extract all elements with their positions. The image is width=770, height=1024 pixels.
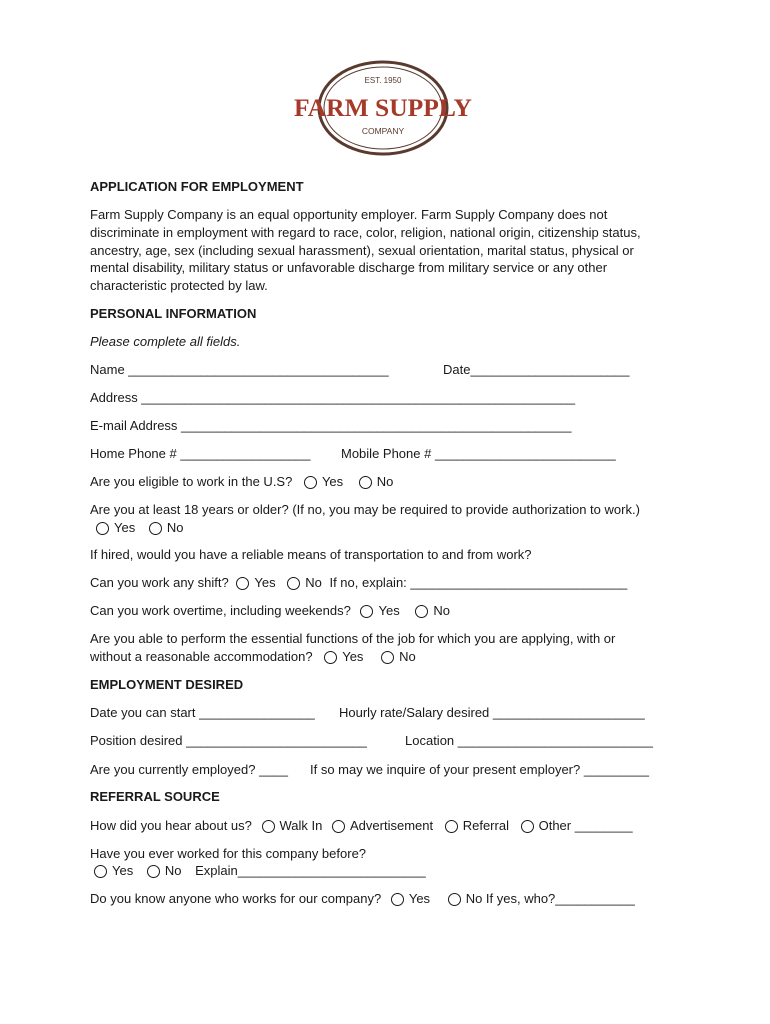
know-yes[interactable]: Yes xyxy=(391,890,430,907)
home-phone-field[interactable]: Home Phone # __________________ xyxy=(90,446,311,461)
intro-line-3: ancestry, age, sex (including sexual harassment), sexual orientation, marital status, physical or xyxy=(90,243,634,258)
hear-row xyxy=(90,817,633,834)
shift-question: Can you work any shift? xyxy=(90,575,229,590)
overtime-no[interactable]: No xyxy=(415,602,450,619)
radio-icon[interactable] xyxy=(147,865,160,878)
overtime-yes[interactable]: Yes xyxy=(360,602,399,619)
page-title: APPLICATION FOR EMPLOYMENT xyxy=(90,179,304,194)
worked-yes[interactable]: Yes xyxy=(94,862,133,879)
essential-question-line-1: Are you able to perform the essential functions of the job for which you are applying, with or xyxy=(90,631,616,646)
radio-icon[interactable] xyxy=(262,820,275,833)
radio-icon[interactable] xyxy=(391,893,404,906)
radio-icon[interactable] xyxy=(304,476,317,489)
essential-question-line-2: without a reasonable accommodation? xyxy=(90,649,313,664)
radio-icon[interactable] xyxy=(287,577,300,590)
radio-icon[interactable] xyxy=(415,605,428,618)
referral-heading: REFERRAL SOURCE xyxy=(90,789,220,804)
employment-heading: EMPLOYMENT DESIRED xyxy=(90,677,244,692)
hear-walk-in[interactable]: Walk In xyxy=(262,817,323,834)
worked-options xyxy=(94,862,426,879)
email-field[interactable]: E-mail Address ______________________________________________________ xyxy=(90,418,572,433)
shift-yes[interactable]: Yes xyxy=(236,574,275,591)
age-yes[interactable]: Yes xyxy=(96,519,135,536)
logo-brand: FARM SUPPLY xyxy=(294,95,472,122)
know-question: Do you know anyone who works for our company? xyxy=(90,891,382,906)
overtime-question: Can you work overtime, including weekends? xyxy=(90,603,351,618)
essential-no[interactable]: No xyxy=(381,648,416,665)
hear-advertisement[interactable]: Advertisement xyxy=(332,817,433,834)
hear-referral[interactable]: Referral xyxy=(445,817,509,834)
radio-icon[interactable] xyxy=(324,651,337,664)
location-field[interactable]: Location ___________________________ xyxy=(405,733,653,748)
date-field[interactable]: Date______________________ xyxy=(443,362,630,377)
address-field[interactable]: Address ____________________________________________________________ xyxy=(90,390,576,405)
farm-supply-logo xyxy=(290,58,476,158)
age-options xyxy=(96,519,183,536)
intro-line-5: characteristic protected by law. xyxy=(90,278,268,293)
intro-line-4: mental disability, military status or unfavorable discharge from military service or any other xyxy=(90,260,608,275)
eligible-row xyxy=(90,473,393,490)
age-no[interactable]: No xyxy=(149,519,184,536)
currently-employed-field[interactable]: Are you currently employed? ____ xyxy=(90,762,289,777)
know-who-field[interactable]: No If yes, who?___________ xyxy=(465,891,635,906)
logo-established: EST. 1950 xyxy=(364,76,402,85)
shift-row xyxy=(90,574,627,591)
transport-question: If hired, would you have a reliable means of transportation to and from work? xyxy=(90,547,532,562)
radio-icon[interactable] xyxy=(360,605,373,618)
intro-line-1: Farm Supply Company is an equal opportunity employer. Farm Supply Company does not xyxy=(90,207,608,222)
know-row xyxy=(90,890,635,907)
radio-icon[interactable] xyxy=(96,522,109,535)
essential-yes[interactable]: Yes xyxy=(324,648,363,665)
personal-heading: PERSONAL INFORMATION xyxy=(90,306,257,321)
name-field[interactable]: Name ____________________________________ xyxy=(90,362,389,377)
worked-question: Have you ever worked for this company before? xyxy=(90,846,367,861)
inquire-field[interactable]: If so may we inquire of your present employer? _________ xyxy=(310,762,649,777)
radio-icon[interactable] xyxy=(448,893,461,906)
start-date-field[interactable]: Date you can start ________________ xyxy=(90,705,315,720)
radio-icon[interactable] xyxy=(359,476,372,489)
mobile-phone-field[interactable]: Mobile Phone # _________________________ xyxy=(341,446,616,461)
worked-explain-field[interactable]: Explain__________________________ xyxy=(195,863,426,878)
radio-icon[interactable] xyxy=(381,651,394,664)
know-no[interactable] xyxy=(448,890,635,907)
eligible-question: Are you eligible to work in the U.S? xyxy=(90,474,293,489)
logo-company: COMPANY xyxy=(361,126,405,136)
personal-note: Please complete all fields. xyxy=(90,334,241,349)
intro-line-2: discriminate in employment with regard to race, color, religion, national origin, citizenship status, xyxy=(90,225,641,240)
radio-icon[interactable] xyxy=(94,865,107,878)
eligible-no[interactable]: No xyxy=(359,473,394,490)
hear-question: How did you hear about us? xyxy=(90,818,252,833)
radio-icon[interactable] xyxy=(149,522,162,535)
age-question: Are you at least 18 years or older? (If no, you may be required to provide authorization to work.) xyxy=(90,502,640,517)
shift-no[interactable]: No xyxy=(287,574,322,591)
salary-field[interactable]: Hourly rate/Salary desired _____________________ xyxy=(339,705,645,720)
essential-row xyxy=(90,648,416,665)
hear-other[interactable]: Other ________ xyxy=(521,817,633,834)
eligible-yes[interactable]: Yes xyxy=(304,473,343,490)
radio-icon[interactable] xyxy=(445,820,458,833)
position-field[interactable]: Position desired _________________________ xyxy=(90,733,367,748)
radio-icon[interactable] xyxy=(332,820,345,833)
radio-icon[interactable] xyxy=(521,820,534,833)
shift-explain-field[interactable]: If no, explain: ______________________________ xyxy=(329,575,628,590)
overtime-row xyxy=(90,602,450,619)
worked-no[interactable]: No xyxy=(147,862,182,879)
radio-icon[interactable] xyxy=(236,577,249,590)
